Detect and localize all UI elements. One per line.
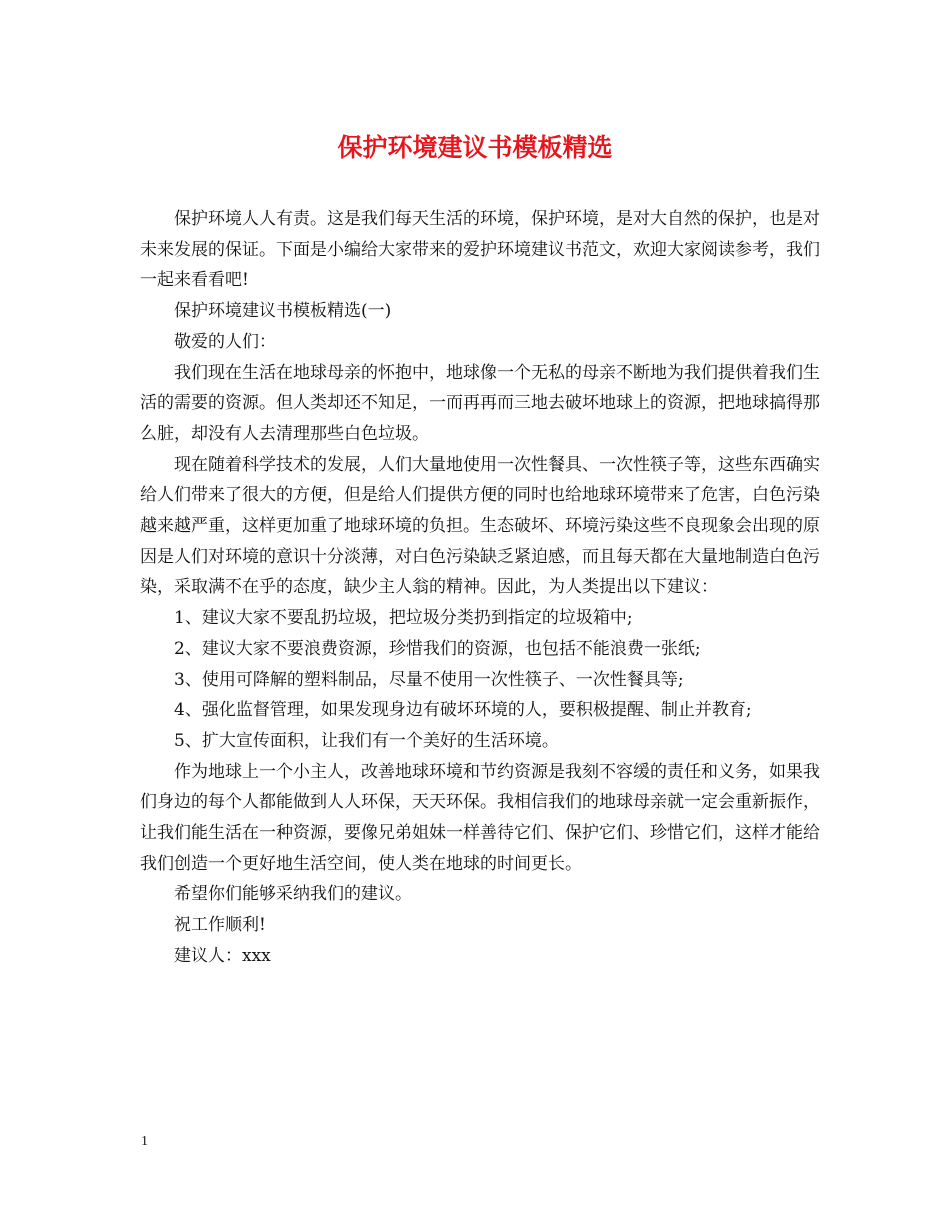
closing-line: 希望你们能够采纳我们的建议。 [174, 884, 412, 905]
closing-greeting: 祝工作顺利! [174, 915, 266, 936]
intro-paragraph: 保护环境人人有责。这是我们每天生活的环境，保护环境，是对大自然的保护，也是对未来发展的保证。下面是小编给大家带来的爱护环境建议书范文，欢迎大家阅读参考，我们一起来看看吧! [140, 209, 820, 291]
page-title: 保护环境建议书模板精选 [337, 133, 613, 162]
body-paragraph: 我们现在生活在地球母亲的怀抱中，地球像一个无私的母亲不断地为我们提供着我们生活的需要的资源。但人类却还不知足，一而再再而三地去破坏地球上的资源，把地球搞得那么脏，却没有人去清理那些白色垃圾。 [140, 362, 820, 444]
body-paragraph: 现在随着科学技术的发展，人们大量地使用一次性餐具、一次性筷子等，这些东西确实给人们带来了很大的方便，但是给人们提供方便的同时也给地球环境带来了危害，白色污染越来越严重，这样更加重了地球环境的负担。生态破坏、环境污染这些不良现象会出现的原因是人们对环境的意识十分淡薄，对白色污染缺乏紧迫感，而且每天都在大量地制造白色污染，采取满不在乎的态度，缺少主人翁的精神。因此，为人类提出以下建议： [140, 454, 820, 598]
suggestion-item: 2、建议大家不要浪费资源，珍惜我们的资源，也包括不能浪费一张纸; [174, 638, 701, 659]
salutation: 敬爱的人们： [174, 331, 276, 352]
suggestion-item: 5、扩大宣传面积，让我们有一个美好的生活环境。 [174, 730, 559, 751]
signature-line: 建议人：xxx [174, 945, 271, 966]
section-heading: 保护环境建议书模板精选(一) [174, 301, 392, 322]
suggestion-item: 3、使用可降解的塑料制品，尽量不使用一次性筷子、一次性餐具等; [174, 669, 684, 690]
suggestion-item: 1、建议大家不要乱扔垃圾，把垃圾分类扔到指定的垃圾箱中; [174, 608, 633, 629]
document-body [140, 204, 820, 972]
body-paragraph: 作为地球上一个小主人，改善地球环境和节约资源是我刻不容缓的责任和义务，如果我们身边的每个人都能做到人人环保，天天环保。我相信我们的地球母亲就一定会重新振作，让我们能生活在一种资源，要像兄弟姐妹一样善待它们、保护它们、珍惜它们，这样才能给我们创造一个更好地生活空间，使人类在地球的时间更长。 [140, 761, 820, 874]
page-number: 1 [141, 1134, 148, 1149]
suggestion-item: 4、强化监督管理，如果发现身边有破坏环境的人，要积极提醒、制止并教育; [174, 700, 752, 721]
